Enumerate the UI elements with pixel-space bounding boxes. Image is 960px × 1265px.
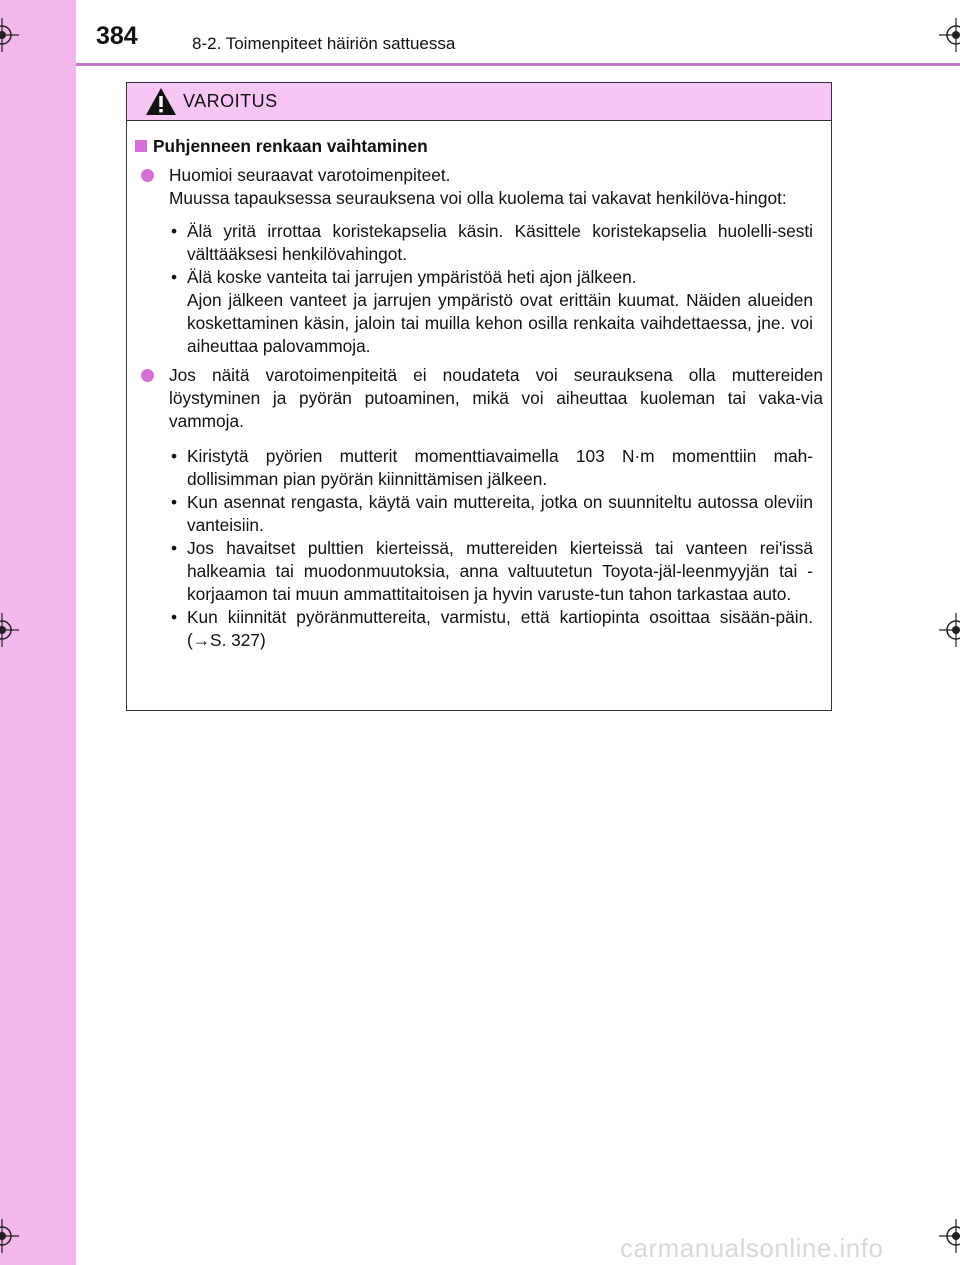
registration-mark-icon (939, 18, 960, 52)
list-item: • Kiristytä pyörien mutterit momenttiavaimella 103 N·m momenttiin mah-dollisimman pian pyörän kiinnittämisen jälkeen. (171, 446, 813, 489)
list-item: • Kun kiinnität pyöränmuttereita, varmistu, että kartiopinta osoittaa sisään-päin. (→S. 327) (171, 607, 813, 650)
sub-list (131, 445, 823, 652)
registration-mark-icon (0, 613, 19, 647)
section-title: 8-2. Toimenpiteet häiriön sattuessa (192, 34, 456, 53)
list-item: • Jos havaitset pulttien kierteissä, muttereiden kierteissä tai vanteen rei'issä halkeamia tai muodonmuutoksia, anna valtuutetun Toyota-jäl-leenmyyjän tai -korjaamon tai muun ammattitaitoisen ja hyvin varuste-tun tahon tarkastaa auto. (171, 538, 813, 604)
registration-mark-icon (939, 1219, 960, 1253)
sub-item-text: Älä koske vanteita tai jarrujen ympäristöä heti ajon jälkeen. (187, 267, 637, 287)
sub-item-text: Kun kiinnität pyöränmuttereita, varmistu, että kartiopinta osoittaa sisään-päin. (→S. 327) (187, 607, 813, 650)
warning-body (127, 121, 831, 652)
circle-bullet-icon (141, 369, 154, 382)
warning-triangle-icon (145, 87, 177, 117)
bullet-text: Huomioi seuraavat varotoimenpiteet. (169, 165, 451, 185)
warning-label: VAROITUS (183, 91, 278, 111)
sub-item-continuation: Ajon jälkeen vanteet ja jarrujen ympäristö ovat erittäin kuumat. Näiden alueiden koskettaminen käsin, jaloin tai muilla kehon osilla renkaita vaihdettaessa, jne. voi aiheuttaa palovammoja. (187, 290, 813, 356)
sub-item-text: Kiristytä pyörien mutterit momenttiavaimella 103 N·m momenttiin mah-dollisimman pian pyörän kiinnittämisen jälkeen. (187, 446, 813, 489)
watermark: carmanualsonline.info (620, 1233, 884, 1263)
sub-item-text: Jos havaitset pulttien kierteissä, muttereiden kierteissä tai vanteen rei'issä halkeamia tai muodonmuutoksia, anna valtuutetun Toyota-jäl-leenmyyjän tai -korjaamon tai muun ammattitaitoisen ja hyvin varuste-tun tahon tarkastaa auto. (187, 538, 813, 604)
warning-heading-text: Puhjenneen renkaan vaihtaminen (153, 136, 428, 156)
registration-mark-icon (0, 18, 19, 52)
sub-item-text: Älä yritä irrottaa koristekapselia käsin. Käsittele koristekapselia huolelli-sesti välttääksesi henkilövahingot. (187, 221, 813, 264)
registration-mark-icon (939, 613, 960, 647)
list-item: • Kun asennat rengasta, käytä vain muttereita, jotka on suunniteltu autossa oleviin vanteisiin. (171, 492, 813, 535)
list-item: • Älä yritä irrottaa koristekapselia käsin. Käsittele koristekapselia huolelli-sesti välttääksesi henkilövahingot. (171, 221, 813, 264)
list-item (131, 164, 823, 210)
list-item (131, 364, 823, 433)
header-rule (76, 63, 960, 66)
warning-box (126, 82, 832, 711)
square-bullet-icon (135, 140, 147, 152)
circle-bullet-icon (141, 169, 154, 182)
warning-header (127, 83, 831, 121)
sub-item-text: Kun asennat rengasta, käytä vain muttereita, jotka on suunniteltu autossa oleviin vanteisiin. (187, 492, 813, 535)
bullet-text: Jos näitä varotoimenpiteitä ei noudateta voi seurauksena olla muttereiden löystyminen ja pyörän putoaminen, mikä voi aiheuttaa kuoleman tai vaka-via vammoja. (169, 365, 823, 431)
sub-list (131, 220, 823, 358)
warning-heading (131, 135, 823, 158)
registration-mark-icon (0, 1219, 19, 1253)
bullet-text: Muussa tapauksessa seurauksena voi olla kuolema tai vakavat henkilöva-hingot: (169, 188, 787, 208)
list-item: • Älä koske vanteita tai jarrujen ympäristöä heti ajon jälkeen. Ajon jälkeen vanteet ja jarrujen ympäristö ovat erittäin kuumat. Näiden alueiden koskettaminen käsin, jaloin tai muilla kehon osilla renkaita vaihdettaessa, jne. voi aiheuttaa palovammoja. (171, 267, 813, 356)
page-number: 384 (96, 22, 138, 50)
